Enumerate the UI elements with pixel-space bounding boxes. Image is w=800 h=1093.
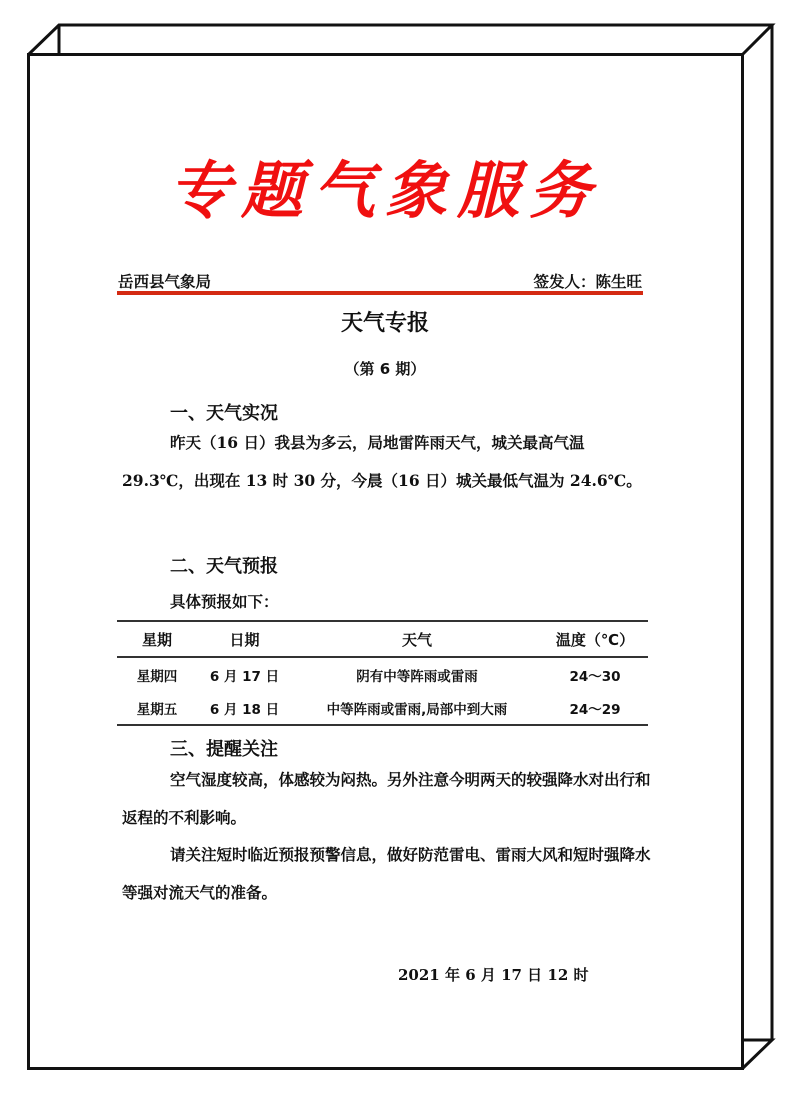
forecast-intro: 具体预报如下： xyxy=(170,593,279,611)
issue-number: （第 6 期） xyxy=(344,360,426,378)
cell-temperature: 24～30 xyxy=(569,668,621,685)
col-weekday: 星期 xyxy=(117,621,197,657)
table-row xyxy=(117,657,648,691)
cell-weekday: 星期四 xyxy=(136,668,178,685)
document-title: 天气专报 xyxy=(340,311,429,336)
section-heading-forecast: 二、天气预报 xyxy=(170,556,278,577)
reminder-paragraph-1: 空气湿度较高，体感较为闷热。另外注意今明两天的较强降水对出行和返程的不利影响。 xyxy=(122,770,651,827)
table-header-row xyxy=(117,621,648,657)
cell-date: 6 月 18 日 xyxy=(197,691,292,725)
col-date: 日期 xyxy=(197,621,292,657)
forecast-table xyxy=(117,620,648,726)
cell-weather: 阴有中等阵雨或雷雨 xyxy=(356,668,478,685)
reminder-paragraph-2: 请关注短时临近预报预警信息，做好防范雷电、雷雨大风和短时强降水等强对流天气的准备。 xyxy=(122,845,651,902)
cell-weather: 中等阵雨或雷雨,局部中到大雨 xyxy=(292,691,542,725)
table-row xyxy=(117,691,648,725)
section-heading-observation: 一、天气实况 xyxy=(170,403,278,424)
observation-paragraph: 昨天（16 日）我县为多云，局地雷阵雨天气，城关最高气温 29.3℃，出现在 13 时 30 分，今晨（16 日）城关最低气温为 24.6℃。 xyxy=(122,433,642,490)
masthead-title: 专题气象服务 xyxy=(168,154,601,227)
signer: 签发人：陈生旺 xyxy=(533,273,642,291)
document-page xyxy=(30,56,740,1066)
cell-weekday: 星期五 xyxy=(117,691,197,725)
col-temperature: 温度（℃） xyxy=(542,621,648,657)
col-weather: 天气 xyxy=(292,621,542,657)
cell-date: 6 月 17 日 xyxy=(209,668,280,685)
issuing-agency: 岳西县气象局 xyxy=(118,273,212,291)
signature-date: 2021 年 6 月 17 日 12 时 xyxy=(398,966,589,984)
section-heading-reminder: 三、提醒关注 xyxy=(170,739,278,760)
cell-temperature: 24～29 xyxy=(542,691,648,725)
red-divider xyxy=(117,291,643,295)
